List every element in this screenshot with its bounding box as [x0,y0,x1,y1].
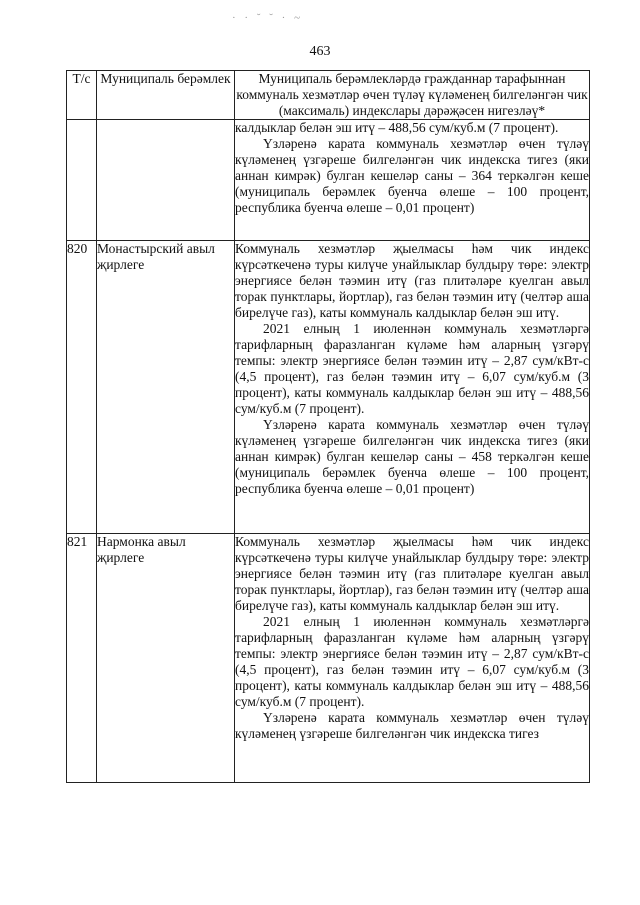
description-paragraph: 2021 елның 1 июленнән коммуналь хезмәтләргә тарифларның фаразланган күләме һәм аларның үзгәрү темпы: электр энергиясе белән тәэмин итү – 2,87 сум/кВт-с (4,5 процент), газ белән тәэмин итү – 6,07 сум/куб.м (3 процент), каты коммуналь калдыклар белән эш итү – 488,56 сум/куб.м (7 процент). [235,321,589,416]
description-paragraph: 2021 елның 1 июленнән коммуналь хезмәтләргә тарифларның фаразланган күләме һәм аларның үзгәрү темпы: электр энергиясе белән тәэмин итү – 2,87 сум/кВт-с (4,5 процент), газ белән тәэмин итү – 6,07 сум/куб.м (3 процент), каты коммуналь калдыклар белән эш итү – 488,56 сум/куб.м (7 процент). [235,614,589,709]
description-paragraph: Коммуналь хезмәтләр җыелмасы һәм чик индекс күрсәткеченә туры килүче унайлыклар булдыру төре: электр энергиясе белән тәэмин итү (газ плитәләре куелган авыл торак пунктлары, йортлар), газ белән тәэмин итү (челтәр аша бирелүче газ), каты коммуналь калдыклар белән эш итү. [235,241,589,320]
table-row [67,534,590,783]
row-description [235,534,590,783]
row-municipality: Нармонка авыл җирлеге [97,534,235,783]
description-paragraph: Коммуналь хезмәтләр җыелмасы һәм чик индекс күрсәткеченә туры килүче унайлыклар булдыру төре: электр энергиясе белән тәэмин итү (газ плитәләре куелган авыл торак пунктлары, йортлар), газ белән тәэмин итү (челтәр аша бирелүче газ), каты коммуналь калдыклар белән эш итү. [235,534,589,613]
row-municipality [97,120,235,241]
row-description [235,241,590,534]
description-paragraph: калдыклар белән эш итү – 488,56 сум/куб.м (7 процент). [235,120,559,135]
row-description [235,120,590,241]
header-num: Т/с [67,71,97,120]
row-num [67,120,97,241]
description-paragraph: Үзләренә карата коммуналь хезмәтләр өчен түләү күләменең үзгәреше билгеләнгән чик индекска тигез (яки аннан кимрәк) булган кешеләр саны – 364 теркәлгән кеше (муниципаль берәмлек буенча өлеше – 100 процент, республика буенча өлеше – 0,01 процент) [235,136,589,215]
row-municipality: Монастырский авыл җирлеге [97,241,235,534]
page-number: 463 [309,44,331,59]
row-num: 820 [67,241,97,534]
row-num: 821 [67,534,97,783]
table-row [67,120,590,241]
scan-artifact: · · ˘ ˘ · ~ [232,12,304,24]
description-paragraph: Үзләренә карата коммуналь хезмәтләр өчен түләү күләменең үзгәреше билгеләнгән чик индекска тигез [235,710,589,741]
header-description: Муниципаль берәмлекләрдә гражданнар тарафыннан коммуналь хезмәтләр өчен түләү күләменең билгеләнгән чик (максималь) индекслары дәрәҗәсен нигезләү* [236,71,588,118]
table-row [67,241,590,534]
header-municipality: Муниципаль берәмлек [97,71,235,120]
description-paragraph: Үзләренә карата коммуналь хезмәтләр өчен түләү күләменең үзгәреше билгеләнгән чик индекска тигез (яки аннан кимрәк) булган кешеләр саны – 458 теркәлгән кеше (муниципаль берәмлек буенча өлеше – 100 процент, республика буенча өлеше – 0,01 процент) [235,417,589,496]
data-table [66,70,590,783]
table-header-row [67,71,590,120]
